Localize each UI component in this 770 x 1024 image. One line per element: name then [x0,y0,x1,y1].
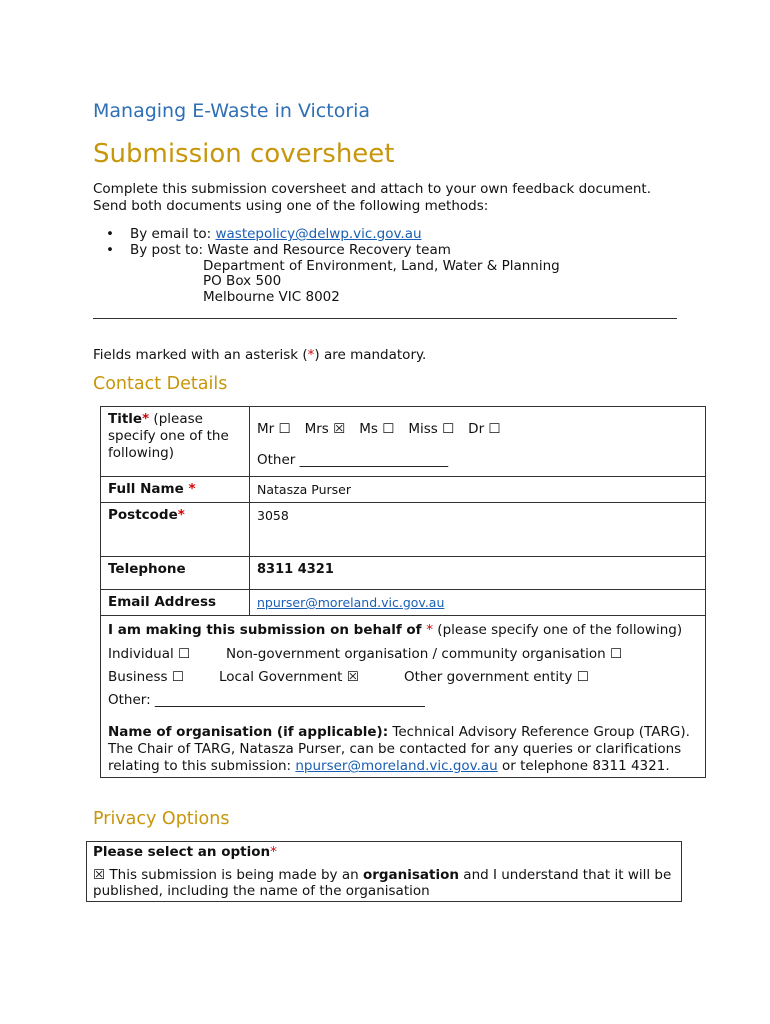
bullet-text: By post to: Waste and Resource Recovery team [130,242,451,258]
option-text: ☒ This submission is being made by an [93,867,363,883]
privacy-options-box [86,841,682,902]
behalf-cell [101,616,706,778]
behalf-label: I am making this submission on behalf of [108,622,427,638]
email-link[interactable]: npurser@moreland.vic.gov.au [257,595,445,610]
email-field[interactable] [250,590,706,616]
field-label: Postcode [108,507,178,523]
page-title: Submission coversheet [93,139,395,169]
table-row [101,557,706,590]
checkbox-local-government[interactable]: Local Government ☒ [219,669,359,685]
postcode-label-cell [101,503,250,557]
document-supertitle: Managing E-Waste in Victoria [93,100,371,122]
org-text: Technical Advisory Reference Group (TARG). The Chair of TARG, Natasza Purser, can be contacted for any queries or clarifications relating to this submission: [108,724,690,774]
telephone-label: Telephone [101,557,250,590]
asterisk: * [307,347,315,363]
field-hint: (please specify one of the following) [108,411,229,461]
organisation-paragraph [108,724,698,775]
asterisk: * [270,844,277,860]
postal-address-line: Melbourne VIC 8002 [203,289,340,305]
asterisk: * [188,481,196,497]
behalf-hint: (please specify one of the following) [437,622,683,638]
bullet-post [106,242,451,258]
table-row [101,616,706,778]
title-checkboxes [257,421,698,438]
section-heading-contact: Contact Details [93,374,228,394]
bullet-email [106,226,422,242]
postal-address-line: Department of Environment, Land, Water & Planning [203,258,560,274]
email-prefix: By email to: [130,226,216,242]
title-label-cell [101,407,250,477]
telephone-field[interactable]: 8311 4321 [250,557,706,590]
bullet-icon: • [106,242,114,258]
bullet-text [130,226,422,242]
email-label: Email Address [101,590,250,616]
checkbox-ms[interactable]: Ms ☐ [359,421,395,437]
privacy-prompt [93,844,675,860]
checkbox-ngo[interactable]: Non-government organisation / community organisation ☐ [226,646,623,662]
privacy-option-organisation[interactable] [93,867,675,899]
intro-paragraph: Complete this submission coversheet and attach to your own feedback document. Send both documents using one of the following methods: [93,181,652,214]
checkbox-miss[interactable]: Miss ☐ [408,421,455,437]
bullet-icon: • [106,226,114,242]
asterisk: * [426,622,433,638]
other-title-field[interactable]: Other ______________________ [257,452,449,468]
title-value-cell [250,407,706,477]
org-label: Name of organisation (if applicable): [108,724,389,740]
other-behalf-field[interactable]: Other: ________________________________________ [108,692,425,708]
option-text: and I understand that it will be published, including the name of the organisation [93,867,672,899]
field-label: Full Name [108,481,189,497]
contact-details-table [100,406,706,778]
org-email-link[interactable]: npurser@moreland.vic.gov.au [295,758,498,774]
field-label: Title [108,411,143,427]
checkbox-mr[interactable]: Mr ☐ [257,421,291,437]
table-row [101,407,706,477]
postcode-field[interactable]: 3058 [250,503,706,557]
asterisk: * [142,411,150,427]
table-row [101,503,706,557]
asterisk: * [177,507,185,523]
divider [93,318,677,319]
note-text: Fields marked with an asterisk ( [93,347,308,363]
checkbox-individual[interactable]: Individual ☐ [108,646,191,662]
prompt-label: Please select an option [93,844,271,860]
table-row [101,477,706,503]
checkbox-mrs[interactable]: Mrs ☒ [304,421,346,437]
postal-address-line: PO Box 500 [203,273,282,289]
checkbox-dr[interactable]: Dr ☐ [468,421,501,437]
fullname-label-cell [101,477,250,503]
fullname-field[interactable]: Natasza Purser [250,477,706,503]
checkbox-other-government[interactable]: Other government entity ☐ [404,669,589,685]
policy-email-link[interactable]: wastepolicy@delwp.vic.gov.au [215,226,422,242]
behalf-options-row [108,646,698,663]
behalf-options-row [108,669,698,686]
option-bold: organisation [362,867,459,883]
checkbox-business[interactable]: Business ☐ [108,669,184,685]
note-text: ) are mandatory. [314,347,427,363]
mandatory-note [93,347,426,363]
section-heading-privacy: Privacy Options [93,809,230,829]
org-tail: or telephone 8311 4321. [497,758,670,774]
table-row [101,590,706,616]
